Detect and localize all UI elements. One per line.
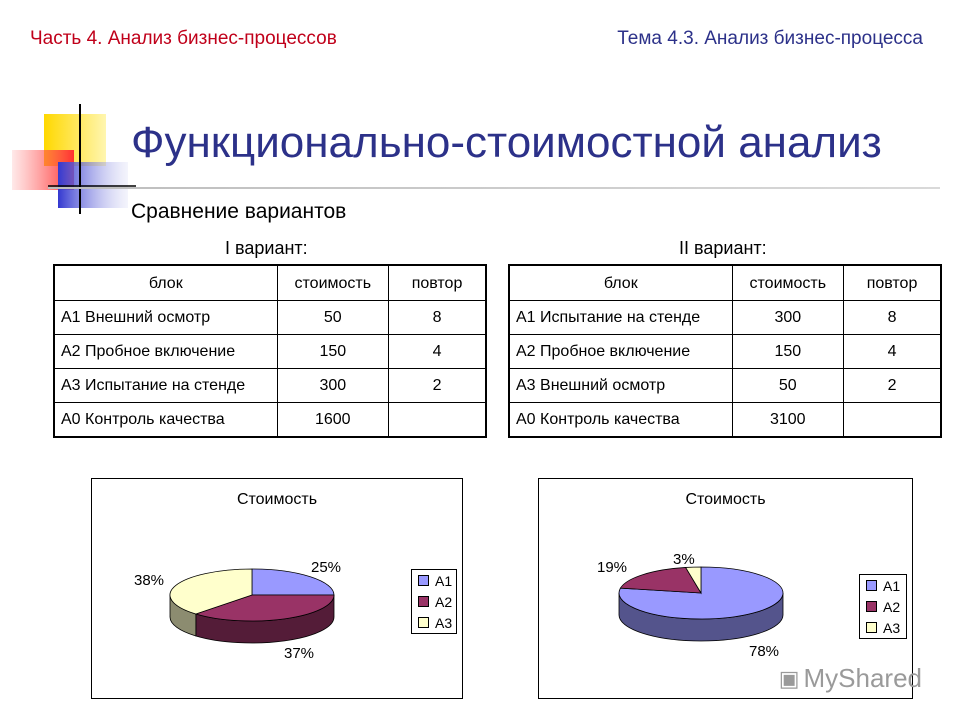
legend-label: А1 (435, 572, 453, 589)
table-cell: А0 Контроль качества (54, 403, 277, 438)
table-cell: 3100 (732, 403, 844, 438)
chart-1-frame (91, 478, 463, 699)
table-cell: 2 (389, 369, 486, 403)
legend-label: А1 (883, 577, 901, 594)
variant-1-table (53, 264, 487, 438)
watermark-text: MyShared (803, 663, 922, 693)
legend-swatch (866, 601, 877, 612)
table-row (509, 335, 941, 369)
chart-2-label-a1: 78% (749, 643, 780, 660)
legend-swatch (418, 575, 429, 586)
page-subtitle: Сравнение вариантов (131, 200, 347, 223)
chart-2-label-a2: 19% (597, 559, 628, 576)
legend-swatch (418, 596, 429, 607)
table-cell (389, 403, 486, 438)
table-row (54, 301, 486, 335)
legend-swatch (866, 580, 877, 591)
table-cell: 8 (389, 301, 486, 335)
chart-1-label-a3: 38% (134, 572, 165, 589)
chart-1-label-a1: 25% (311, 559, 342, 576)
table-row (54, 403, 486, 438)
table-cell: 2 (844, 369, 941, 403)
table-row (509, 369, 941, 403)
chart-2-pie (611, 565, 791, 643)
table-row (509, 301, 941, 335)
column-header: повтор (389, 265, 486, 301)
page-title: Функционально-стоимостной анализ (131, 118, 882, 167)
table-cell (844, 403, 941, 438)
table-cell: 4 (389, 335, 486, 369)
column-header: повтор (844, 265, 941, 301)
chart-1-title: Стоимость (236, 491, 318, 508)
table-cell: А1 Испытание на стенде (509, 301, 732, 335)
presentation-icon: ▣ (778, 665, 800, 691)
chart-1-legend (411, 569, 457, 634)
legend-item (860, 575, 906, 596)
table-cell: 300 (732, 301, 844, 335)
table-cell: А1 Внешний осмотр (54, 301, 277, 335)
table-cell: А2 Пробное включение (509, 335, 732, 369)
variant-2-table (508, 264, 942, 438)
legend-item (860, 596, 906, 617)
legend-item (412, 570, 456, 591)
watermark (779, 663, 922, 694)
chart-1-label-a2: 37% (284, 645, 315, 662)
table-row (54, 369, 486, 403)
table-row (54, 335, 486, 369)
table-cell: 1600 (277, 403, 389, 438)
table-cell: 50 (732, 369, 844, 403)
variant-2-label: II вариант: (679, 238, 767, 258)
legend-label: А2 (883, 598, 901, 615)
legend-swatch (866, 622, 877, 633)
table-cell: А3 Испытание на стенде (54, 369, 277, 403)
legend-swatch (418, 617, 429, 628)
column-header: стоимость (732, 265, 844, 301)
table-cell: 8 (844, 301, 941, 335)
table-header-row (54, 265, 486, 301)
header-right: Тема 4.3. Анализ бизнес-процесса (617, 28, 923, 49)
legend-label: А3 (883, 619, 901, 636)
legend-label: А3 (435, 614, 453, 631)
column-header: блок (509, 265, 732, 301)
chart-2-label-a3: 3% (673, 551, 695, 568)
chart-2-legend (859, 574, 907, 639)
table-cell: 150 (277, 335, 389, 369)
table-cell: А3 Внешний осмотр (509, 369, 732, 403)
legend-item (412, 612, 456, 633)
table-cell: А2 Пробное включение (54, 335, 277, 369)
chart-1-pie (162, 567, 342, 645)
variant-1-label: I вариант: (225, 238, 308, 258)
table-header-row (509, 265, 941, 301)
legend-item (860, 617, 906, 638)
title-divider (48, 187, 940, 189)
column-header: блок (54, 265, 277, 301)
table-cell: А0 Контроль качества (509, 403, 732, 438)
table-cell: 4 (844, 335, 941, 369)
legend-item (412, 591, 456, 612)
chart-2-title: Стоимость (685, 491, 766, 508)
column-header: стоимость (277, 265, 389, 301)
header-left: Часть 4. Анализ бизнес-процессов (30, 28, 337, 49)
table-cell: 150 (732, 335, 844, 369)
decorative-squares (0, 100, 140, 220)
table-cell: 300 (277, 369, 389, 403)
legend-label: А2 (435, 593, 453, 610)
table-row (509, 403, 941, 438)
table-cell: 50 (277, 301, 389, 335)
